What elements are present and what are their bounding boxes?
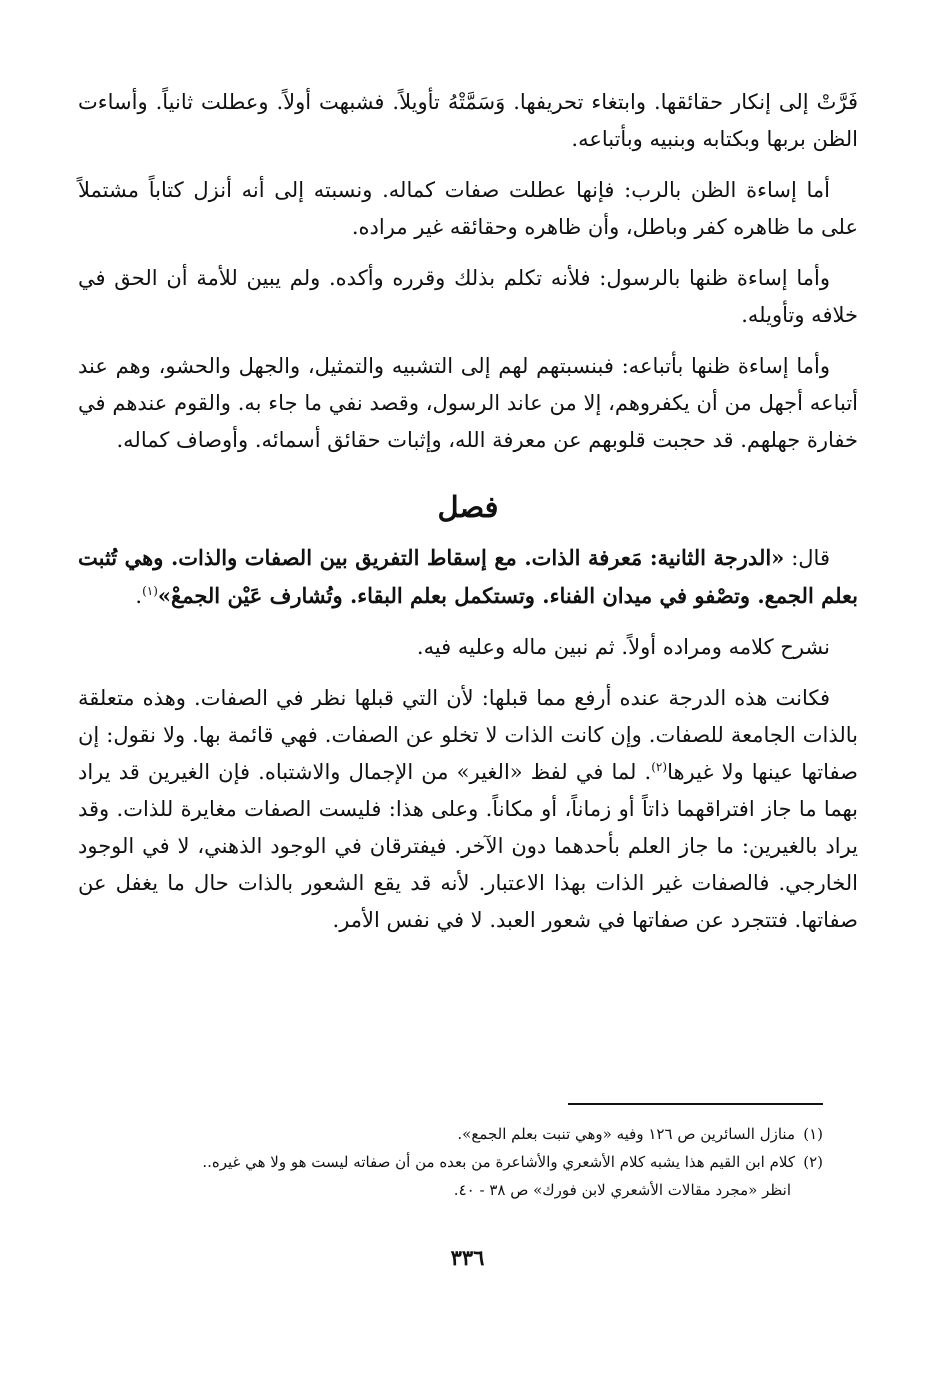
paragraph-2: أما إساءة الظن بالرب: فإنها عطلت صفات كماله. ونسبته إلى أنه أنزل كتاباً مشتملاً على ما ظاهره كفر وباطل، وأن ظاهره وحقائقه غير مراده. (78, 178, 858, 239)
paragraph-4: وأما إساءة ظنها بأتباعه: فبنسبتهم لهم إلى التشبيه والتمثيل، والجهل والحشو، وهم عند أتباعه أجهل من أن يكفروهم، إلا من عاند الرسول، وقصد نفي ما جاء به. والقوم عندهم في خفارة جهلهم. قد حجبت قلوبهم عن معرفة الله، وإثبات حقائق أسمائه. وأوصاف كماله. (78, 354, 858, 452)
paragraph-7 (78, 680, 858, 939)
footnote-1-text: منازل السائرين ص ١٢٦ وفيه «وهي تنبت بعلم الجمع». (457, 1125, 795, 1143)
paragraph-6: نشرح كلامه ومراده أولاً. ثم نبين ماله وعليه فيه. (416, 635, 830, 659)
footnote-2-text: كلام ابن القيم هذا يشبه كلام الأشعري والأشاعرة من بعده من أن صفاته ليست هو ولا هي غيره.. (202, 1153, 795, 1171)
footnote-ref-1: (١) (142, 584, 158, 598)
quote-intro: قال: (784, 546, 830, 570)
paragraph-3: وأما إساءة ظنها بالرسول: فلأنه تكلم بذلك وقرره وأكده. ولم يبين للأمة أن الحق في خلافه وتأويله. (78, 266, 858, 327)
footnote-ref-2: (٢) (651, 760, 668, 774)
footnote-1-number: (١) (803, 1125, 823, 1143)
page-number: ٣٣٦ (450, 1245, 485, 1270)
paragraph-7-part1: فكانت هذه الدرجة عنده أرفع مما قبلها: لأن التي قبلها نظر في الصفات. وهذه متعلقة بالذات الجامعة للصفات. وإن كانت الذات لا تخلو عن الصفات. فهي قائمة بها. ولا نقول: إن صفاتها عينها ولا غيرها (78, 686, 858, 784)
footnote-1 (83, 1120, 823, 1148)
quote-paragraph (78, 539, 858, 615)
quote-body: «الدرجة الثانية: مَعرفة الذات. مع إسقاط التفريق بين الصفات والذات. وهي تُثبت بعلم الجمع. وتصْفو في ميدان الفناء. وتستكمل بعلم البقاء. وتُشارف عَيْن الجمعْ» (78, 545, 858, 608)
footnote-2 (83, 1148, 823, 1176)
footnote-divider (568, 1103, 823, 1105)
footnote-2-number: (٢) (803, 1153, 823, 1171)
paragraph-1: فَرَّتْ إلى إنكار حقائقها. وابتغاء تحريفها. وَسَمَّتْهُ تأويلاً. فشبهت أولاً. وعطلت ثانياً. وأساءت الظن بربها وبكتابه وبنبيه وبأتباعه. (78, 90, 858, 151)
quote-tail: . (135, 584, 143, 608)
footnote-2-continuation: انظر «مجرد مقالات الأشعري لابن فورك» ص ٣٨ - ٤٠. (453, 1181, 791, 1199)
page-body (78, 84, 858, 953)
section-title: فصل (437, 490, 499, 524)
paragraph-7-part2: . لما في لفظ «الغير» من الإجمال والاشتباه. فإن الغيرين قد يراد بهما ما جاز افتراقهما ذاتاً أو زماناً، أو مكاناً. وعلى هذا: فليست الصفات مغايرة للذات. وقد يراد بالغيرين: ما جاز العلم بأحدهما دون الآخر. فيفترقان في الوجود الذهني، لا في الوجود الخارجي. فالصفات غير الذات بهذا الاعتبار. لأنه قد يقع الشعور بالذات حال ما يغفل عن صفاتها. فتتجرد عن صفاتها في شعور العبد. لا في نفس الأمر. (78, 760, 858, 932)
footnotes (83, 1120, 823, 1204)
